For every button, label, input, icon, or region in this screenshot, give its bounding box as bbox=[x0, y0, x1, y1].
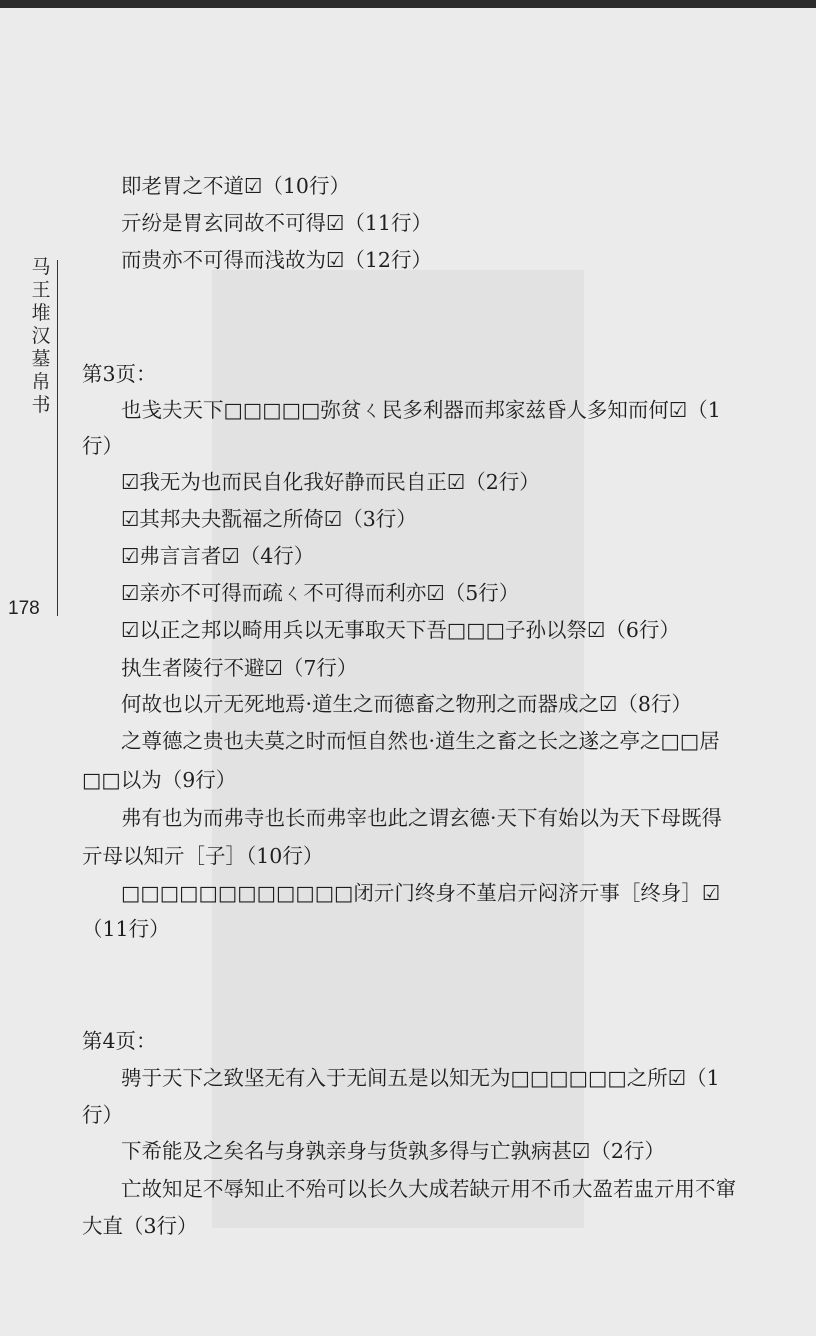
text-line: ☑以正之邦以畸用兵以无事取天下吾□□□子孙以祭☑（6行） bbox=[121, 618, 680, 642]
text-line: 何故也以亓无死地焉·道生之而德畜之物刑之而器成之☑（8行） bbox=[121, 692, 692, 716]
text-line: 即老胃之不道☑（10行） bbox=[121, 174, 350, 198]
text-line: 而贵亦不可得而浅故为☑（12行） bbox=[121, 248, 432, 272]
text-line: □□以为（9行） bbox=[82, 768, 237, 792]
text-line: 骋于天下之致坚无有入于无间五是以知无为□□□□□□之所☑（1 bbox=[121, 1066, 720, 1090]
text-line: 行） bbox=[82, 434, 123, 458]
text-line: 也戋夫天下□□□□□弥贫ㄑ民多利器而邦家兹昏人多知而何☑（1 bbox=[121, 398, 721, 422]
text-line: ☑我无为也而民自化我好静而民自正☑（2行） bbox=[121, 470, 540, 494]
text-line: ☑其邦夬夬翫福之所倚☑（3行） bbox=[121, 507, 417, 531]
page-number: 178 bbox=[8, 598, 40, 619]
text-line: ☑亲亦不可得而疏ㄑ不可得而利亦☑（5行） bbox=[121, 581, 520, 605]
text-line: 弗有也为而弗寺也长而弗宰也此之谓玄德·天下有始以为天下母既得 bbox=[121, 806, 723, 830]
text-line: 之尊德之贵也夫莫之时而恒自然也·道生之畜之长之遂之亭之□□居 bbox=[121, 729, 720, 753]
text-line: 下希能及之矣名与身孰亲身与货孰多得与亡孰病甚☑（2行） bbox=[121, 1139, 665, 1163]
text-line: ☑弗言言者☑（4行） bbox=[121, 544, 315, 568]
text-line: □□□□□□□□□□□□闭亓门终身不堇启亓闷济亓事［终身］☑ bbox=[121, 881, 721, 905]
text-line: 执生者陵行不避☑（7行） bbox=[121, 656, 358, 680]
text-line: 行） bbox=[82, 1103, 123, 1127]
text-line: 大直（3行） bbox=[82, 1214, 198, 1238]
section-heading: 第3页： bbox=[82, 362, 157, 386]
margin-rule bbox=[57, 260, 58, 616]
text-line: 亡故知足不辱知止不殆可以长久大成若缺亓用不币大盈若盅亓用不窜 bbox=[121, 1177, 736, 1201]
text-line: （11行） bbox=[82, 917, 170, 941]
text-line: 亓母以知亓［子］（10行） bbox=[82, 844, 324, 868]
text-line: 亓纷是胃玄同故不可得☑（11行） bbox=[121, 211, 432, 235]
top-edge bbox=[0, 0, 816, 8]
running-head: 马王堆汉墓帛书 bbox=[31, 256, 51, 416]
section-heading: 第4页： bbox=[82, 1029, 157, 1053]
